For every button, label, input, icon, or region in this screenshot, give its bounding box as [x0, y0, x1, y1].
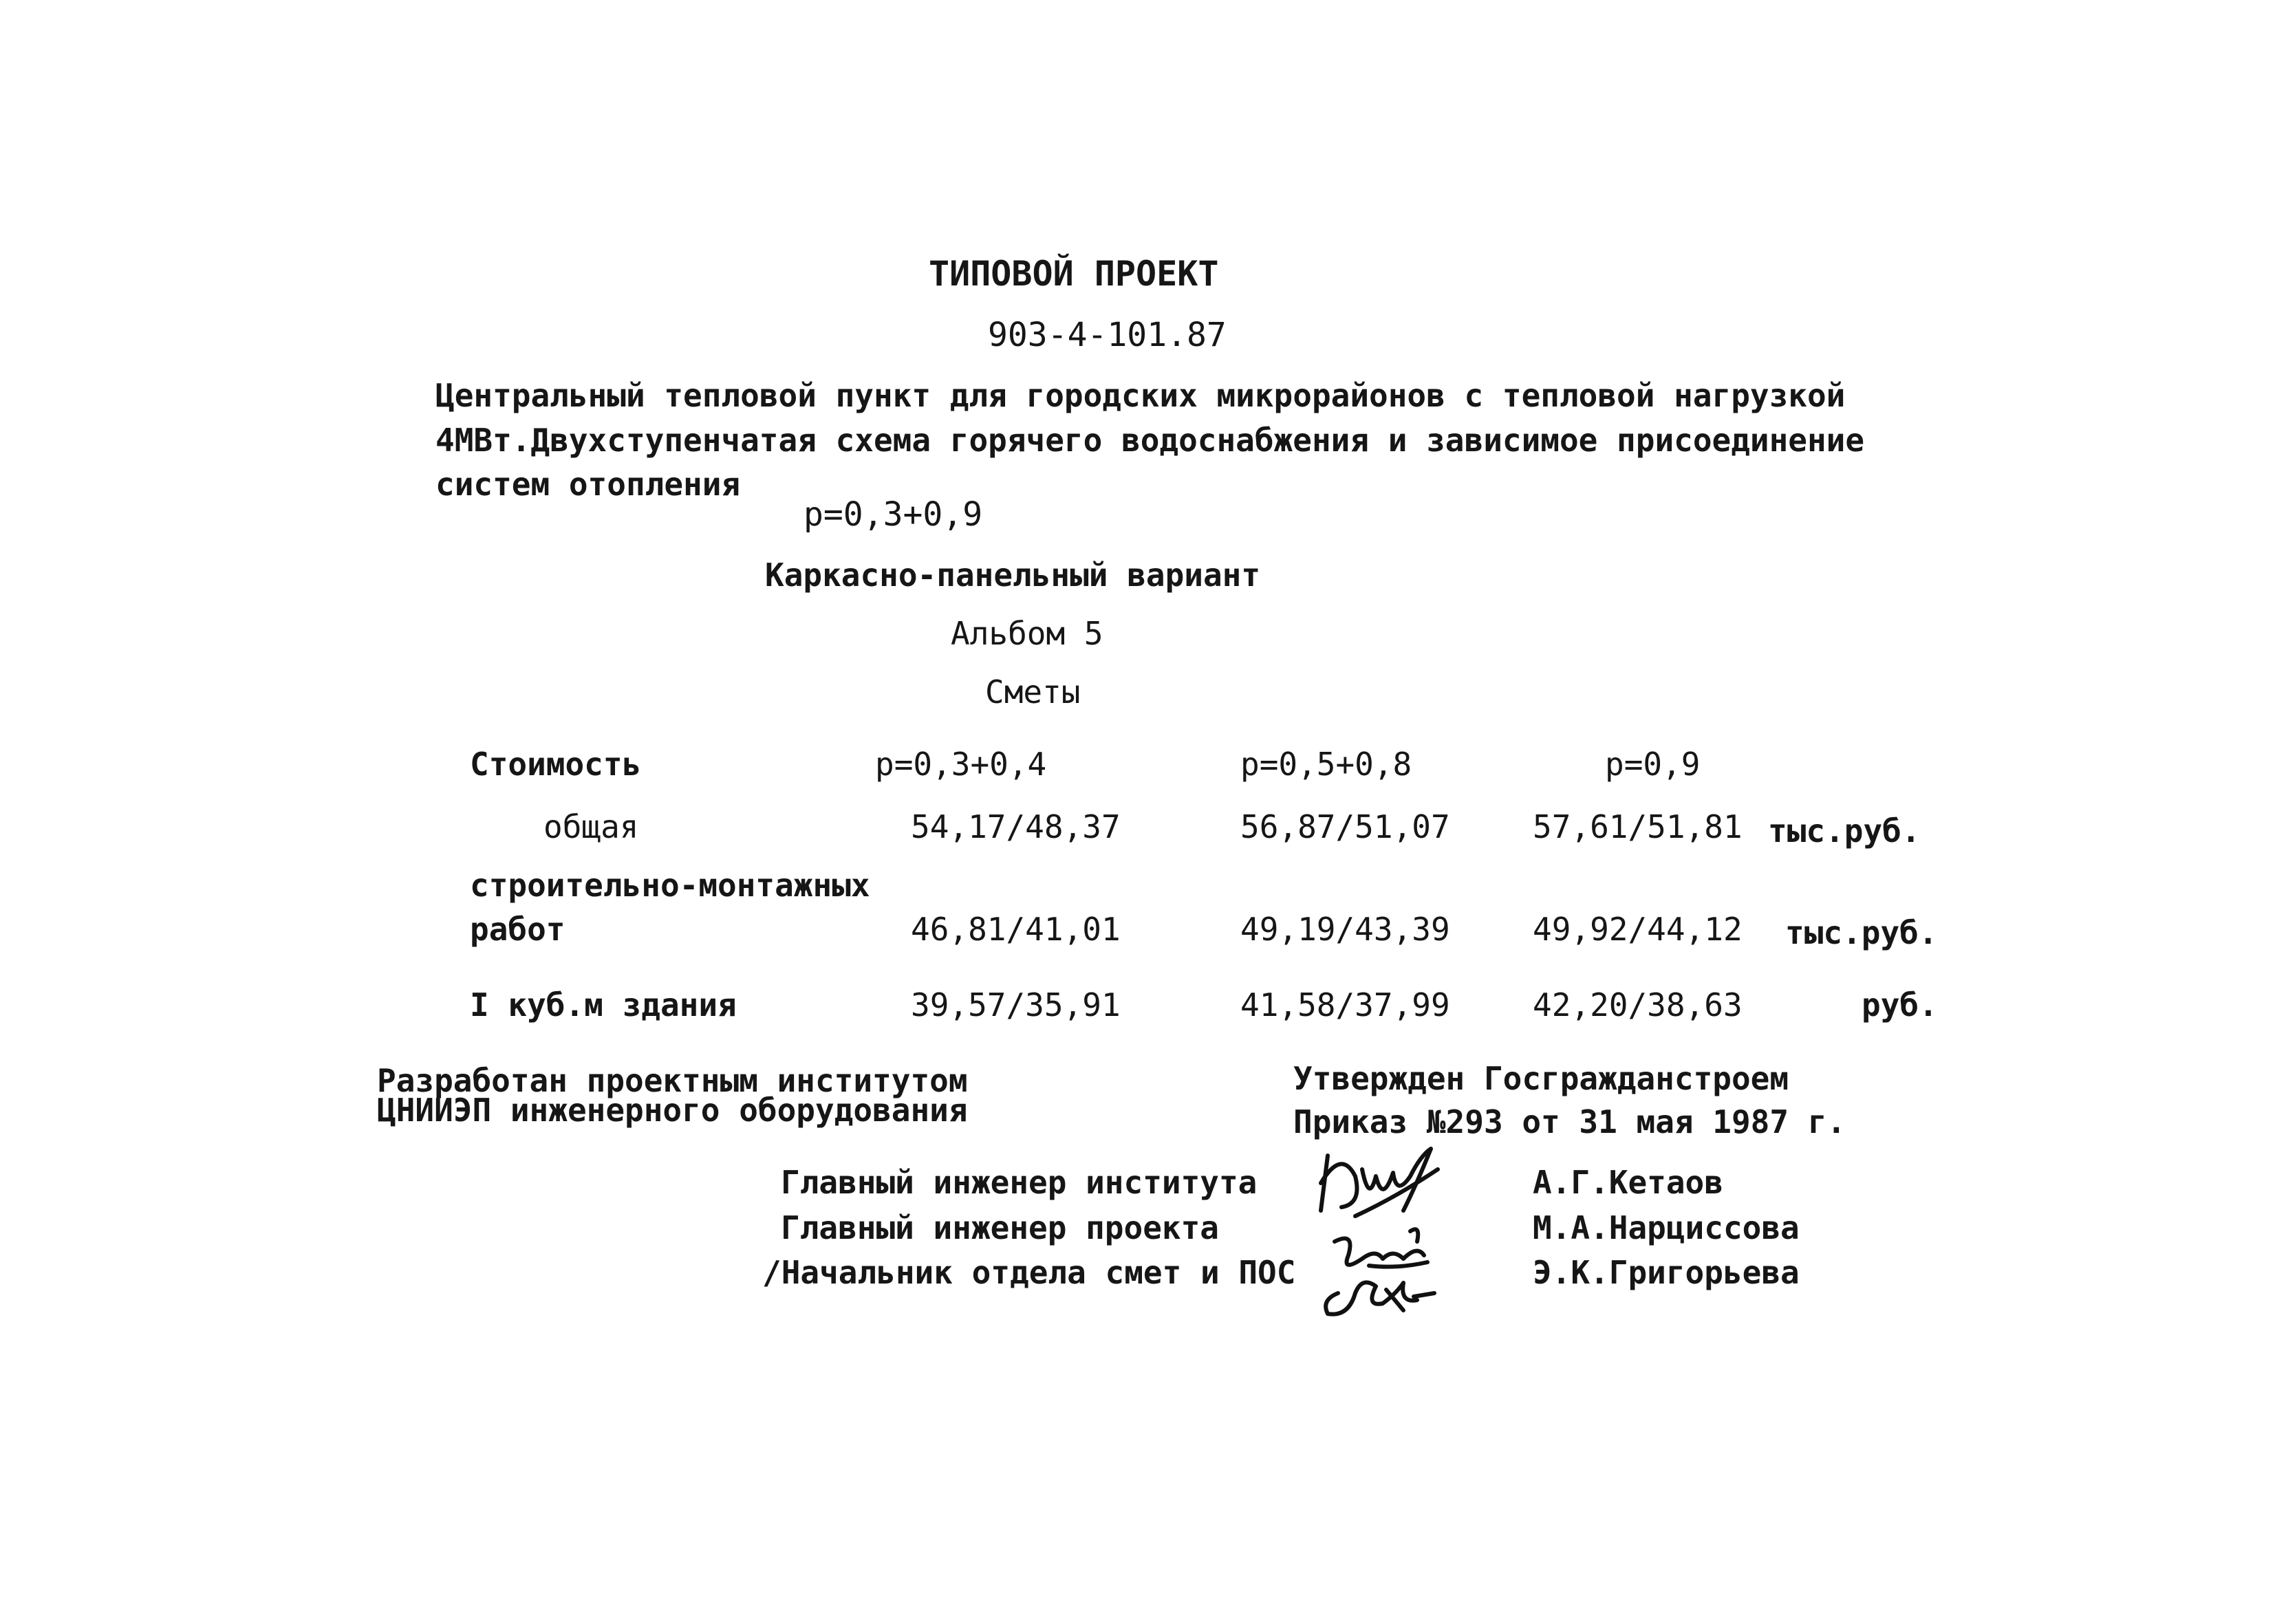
project-number: 903-4-101.87 [988, 316, 1227, 354]
signatory-role: Главный инженер института [781, 1164, 1258, 1201]
row-value: 57,61/51,81 [1533, 808, 1743, 845]
document-title: ТИПОВОЙ ПРОЕКТ [929, 254, 1219, 294]
album-label: Альбом 5 [951, 615, 1103, 652]
row-label: общая [543, 808, 639, 845]
signatory-role: /Начальник отдела смет и ПОС [762, 1254, 1296, 1291]
row-unit: тыс.руб. [1768, 812, 1921, 849]
table-header-p3: р=0,9 [1605, 746, 1701, 783]
row-unit: руб. [1862, 986, 1938, 1024]
row-value: 41,58/37,99 [1240, 986, 1450, 1024]
row-value: 42,20/38,63 [1533, 986, 1743, 1024]
row-label: I куб.м здания [470, 986, 737, 1024]
handwritten-signatures [1300, 1128, 1479, 1321]
signatory-role: Главный инженер проекта [781, 1209, 1219, 1246]
variant-label: Каркасно-панельный вариант [765, 556, 1261, 594]
signatory-name: А.Г.Кетаов [1533, 1164, 1723, 1201]
pressure-range: р=0,3+0,9 [804, 495, 983, 534]
signatory-name: Э.К.Григорьева [1533, 1254, 1800, 1291]
row-value: 49,19/43,39 [1240, 911, 1450, 948]
row-value: 49,92/44,12 [1533, 911, 1743, 948]
description-line-3: систем отопления [435, 466, 741, 503]
table-header-cost: Стоимость [470, 746, 642, 783]
row-value: 56,87/51,07 [1240, 808, 1450, 845]
table-header-p1: р=0,3+0,4 [875, 746, 1047, 783]
approval-line-2: Приказ №293 от 31 мая 1987 г. [1293, 1103, 1846, 1140]
description-line-1: Центральный тепловой пункт для городских микрорайонов с тепловой нагрузкой [435, 377, 1846, 414]
table-header-p2: р=0,5+0,8 [1240, 746, 1412, 783]
row-label: строительно-монтажных [470, 867, 870, 904]
developer-line-1: Разработан проектным институтом [377, 1062, 968, 1099]
row-value: 46,81/41,01 [911, 911, 1121, 948]
signatory-name: М.А.Нарциссова [1533, 1209, 1800, 1246]
row-unit: тыс.руб. [1785, 914, 1938, 951]
developer-line-2: ЦНИИЭП инженерного оборудования [377, 1092, 968, 1129]
section-label: Сметы [985, 673, 1081, 711]
approval-line-1: Утвержден Госгражданстроем [1293, 1060, 1789, 1097]
row-label: работ [470, 911, 565, 948]
row-value: 39,57/35,91 [911, 986, 1121, 1024]
description-line-2: 4МВт.Двухступенчатая схема горячего водоснабжения и зависимое присоединение [435, 422, 1865, 459]
row-value: 54,17/48,37 [911, 808, 1121, 845]
